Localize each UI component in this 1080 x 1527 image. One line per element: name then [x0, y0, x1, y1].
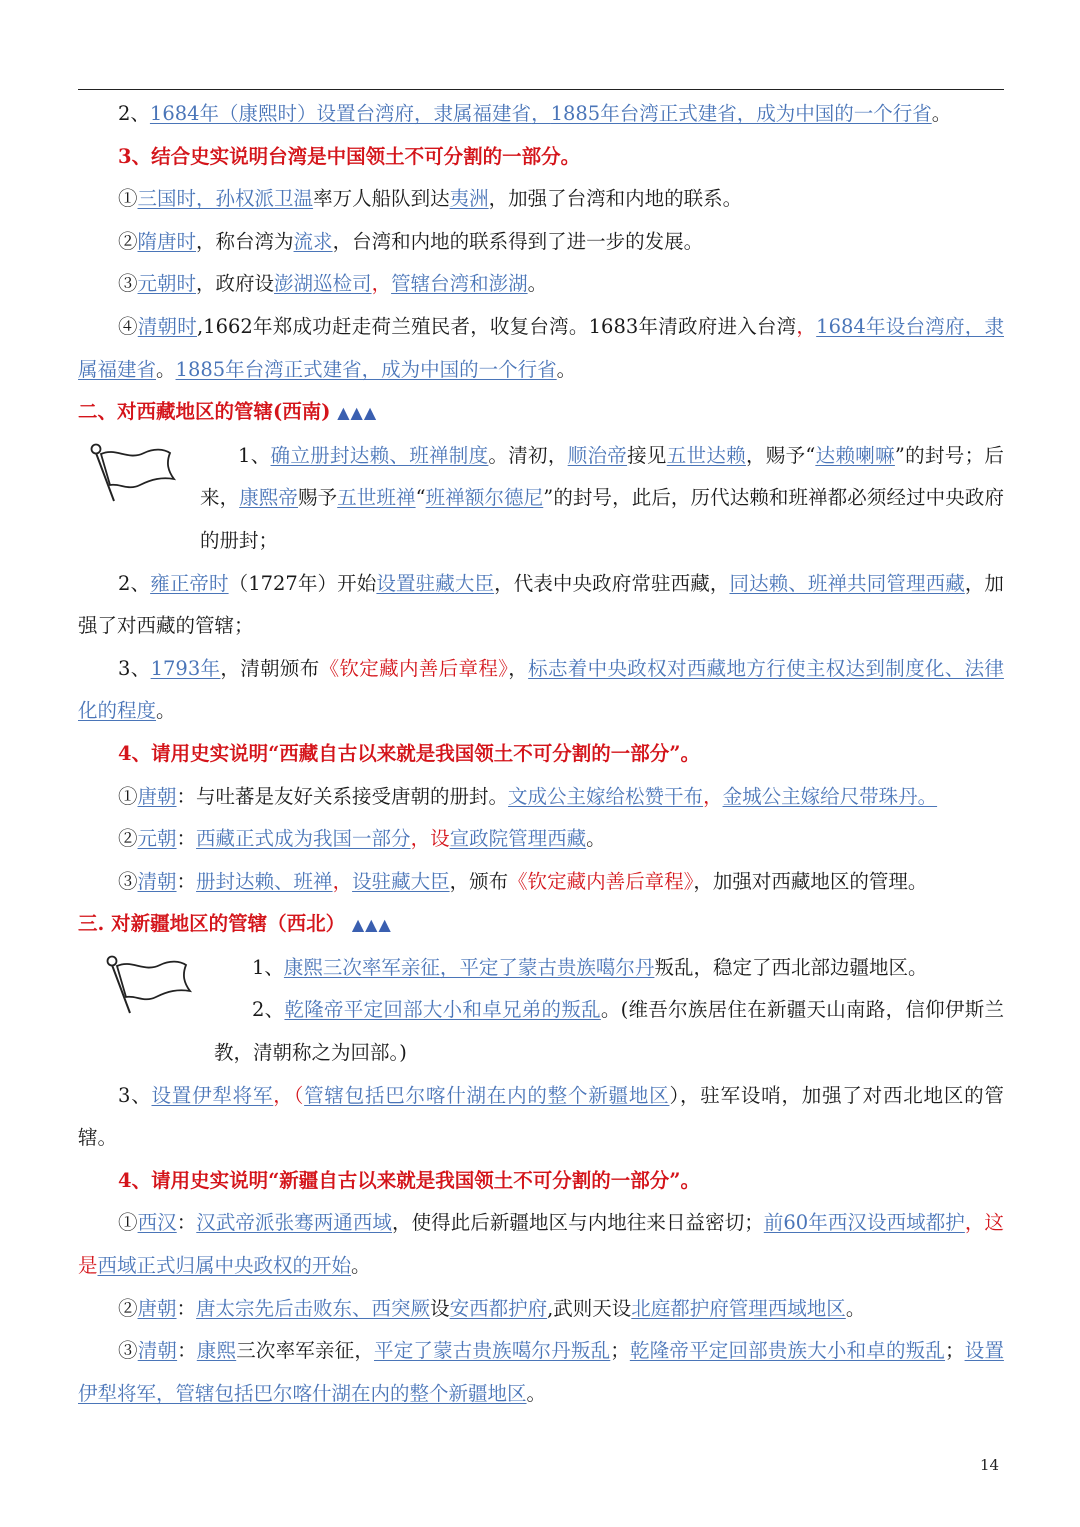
header-rule [78, 89, 1004, 90]
tibet-item-1: ①唐朝：与吐蕃是友好关系接受唐朝的册封。文成公主嫁给松赞干布，金城公主嫁给尺带珠丹。 [118, 784, 938, 808]
tibet-point-3: 3、1793年，清朝颁布《钦定藏内善后章程》，标志着中央政权对西藏地方行使主权达到制度化、法律化的程度。 [78, 656, 1004, 723]
taiwan-item-2: ②隋唐时，称台湾为流求，台湾和内地的联系得到了进一步的发展。 [118, 229, 704, 253]
page-body [78, 93, 1004, 1415]
xinjiang-point-2: 2、乾隆帝平定回部大小和卓兄弟的叛乱。(维吾尔族居住在新疆天山南路，信仰伊斯兰教，清朝称之为回部。) [214, 998, 1004, 1065]
tibet-point-1: 1、确立册封达赖、班禅制度。清初，顺治帝接见五世达赖，赐予“达赖喇嘛”的封号；后来，康熙帝赐予五世班禅“班禅额尔德尼”的封号，此后，历代达赖和班禅都必须经过中央政府的册封； [200, 443, 1004, 552]
flag-icon [98, 953, 198, 1017]
xinjiang-question-4: 4、请用史实说明“新疆自古以来就是我国领土不可分割的一部分”。 [118, 1168, 701, 1192]
taiwan-item-4: ④清朝时,1662年郑成功赶走荷兰殖民者，收复台湾。1683年清政府进入台湾，1684年设台湾府，隶属福建省。1885年台湾正式建省，成为中国的一个行省。 [78, 314, 1004, 381]
page-number: 14 [980, 1456, 1000, 1474]
xinjiang-point-3: 3、设置伊犁将军，（管辖包括巴尔喀什湖在内的整个新疆地区），驻军设哨，加强了对西北地区的管辖。 [78, 1083, 1004, 1150]
tibet-point-1-block [78, 435, 1004, 563]
section-heading-xinjiang: 三. 对新疆地区的管辖（西北） ▲▲▲ [78, 912, 392, 936]
xinjiang-item-2: ②唐朝：唐太宗先后击败东、西突厥设安西都护府,武则天设北庭都护府管理西域地区。 [118, 1296, 866, 1320]
flag-icon [82, 441, 182, 505]
taiwan-question-3: 3、结合史实说明台湾是中国领土不可分割的一部分。 [118, 144, 581, 168]
xinjiang-item-3: ③清朝：康熙三次率军亲征，平定了蒙古贵族噶尔丹叛乱；乾隆帝平定回部贵族大小和卓的叛乱；设置伊犁将军，管辖包括巴尔喀什湖在内的整个新疆地区。 [78, 1339, 1004, 1405]
tibet-item-2: ②元朝：西藏正式成为我国一部分，设宣政院管理西藏。 [118, 827, 606, 851]
triangle-marks: ▲▲▲ [337, 403, 378, 423]
section-heading-tibet: 二、对西藏地区的管辖(西南) ▲▲▲ [78, 400, 378, 424]
taiwan-item-3: ③元朝时，政府设澎湖巡检司，管辖台湾和澎湖。 [118, 272, 548, 296]
xinjiang-points-block [78, 947, 1004, 1075]
triangle-marks: ▲▲▲ [351, 915, 392, 935]
tibet-point-2: 2、雍正帝时（1727年）开始设置驻藏大臣，代表中央政府常驻西藏，同达赖、班禅共同管理西藏，加强了对西藏的管辖； [78, 571, 1004, 638]
xinjiang-point-1: 1、康熙三次率军亲征，平定了蒙古贵族噶尔丹叛乱，稳定了西北部边疆地区。 [252, 955, 928, 979]
tibet-item-3: ③清朝：册封达赖、班禅，设驻藏大臣，颁布《钦定藏内善后章程》，加强对西藏地区的管理。 [118, 869, 928, 893]
tibet-question-4: 4、请用史实说明“西藏自古以来就是我国领土不可分割的一部分”。 [118, 741, 701, 765]
xinjiang-item-1: ①西汉：汉武帝派张骞两通西域，使得此后新疆地区与内地往来日益密切；前60年西汉设西域都护，这是西域正式归属中央政权的开始。 [78, 1211, 1004, 1278]
taiwan-point-2: 2、1684年（康熙时）设置台湾府，隶属福建省，1885年台湾正式建省，成为中国的一个行省。 [118, 102, 952, 125]
taiwan-item-1: ①三国时，孙权派卫温率万人船队到达夷洲，加强了台湾和内地的联系。 [118, 187, 743, 211]
